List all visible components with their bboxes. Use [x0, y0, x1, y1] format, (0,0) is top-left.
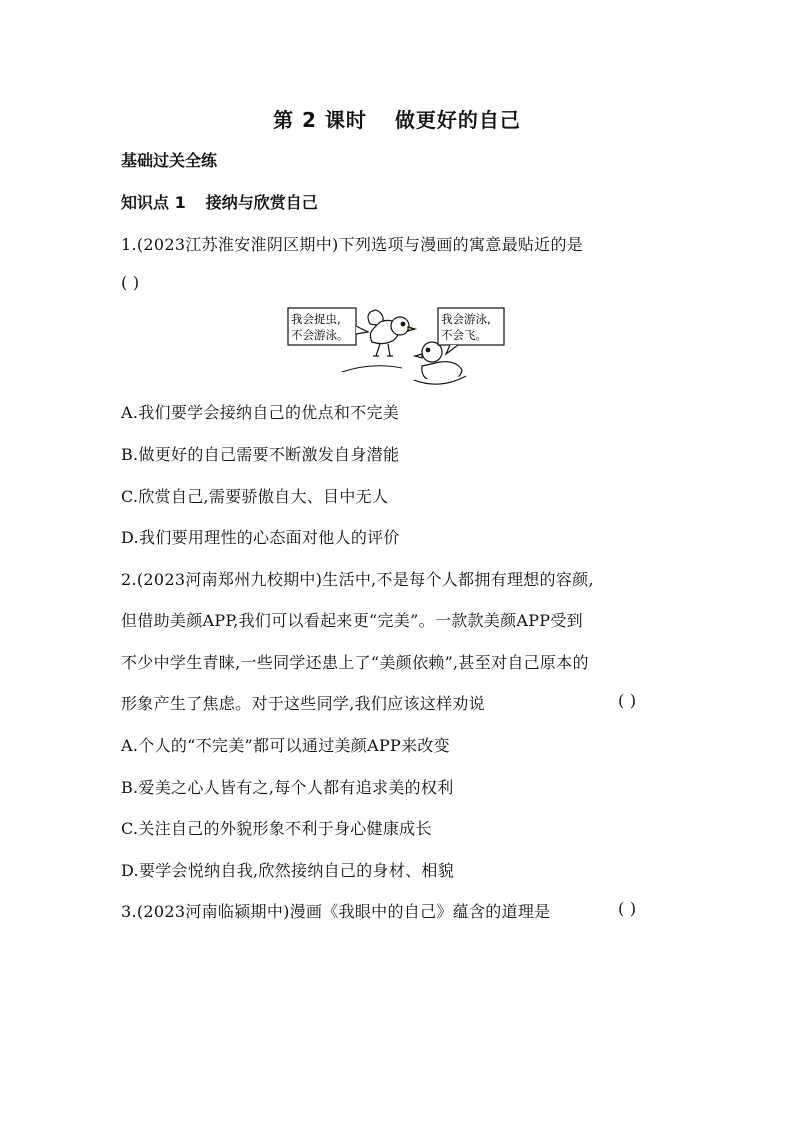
q2-stem-line-2: 但借助美颜APP,我们可以看起来更“完美”。一款款美颜APP受到	[121, 611, 583, 630]
bird-icon	[368, 310, 415, 356]
q2-option-a[interactable]: A.个人的“不完美”都可以通过美颜APP来改变	[121, 736, 450, 755]
right-bubble-line-1: 我会游泳,	[441, 312, 491, 326]
q3-stem: 3.(2023河南临颍期中)漫画《我眼中的自己》蕴含的道理是	[121, 902, 551, 921]
section-heading: 基础过关全练	[121, 151, 218, 170]
knowledge-point-heading	[121, 190, 318, 213]
knowledge-point-label: 知识点 1	[121, 193, 186, 212]
q2-option-c[interactable]: C.关注自己的外貌形象不利于身心健康成长	[121, 819, 432, 838]
q2-option-d[interactable]: D.要学会悦纳自我,欣然接纳自己的身材、相貌	[121, 861, 455, 880]
left-bubble-line-2: 不会游泳。	[291, 328, 349, 342]
q3-answer-blank: ( )	[618, 899, 637, 918]
page-title	[0, 104, 794, 133]
q2-stem-line-4: 形象产生了焦虑。对于这些同学,我们应该这样劝说	[121, 694, 485, 713]
q2-answer-blank: ( )	[618, 691, 637, 710]
q1-option-b[interactable]: B.做更好的自己需要不断激发自身潜能	[121, 445, 400, 464]
q2-stem-line-1: 2.(2023河南郑州九校期中)生活中,不是每个人都拥有理想的容颜,	[121, 570, 594, 589]
bird-duck-illustration	[272, 306, 508, 386]
right-bubble-line-2: 不会飞。	[441, 328, 487, 342]
knowledge-point-name: 接纳与欣赏自己	[205, 193, 318, 212]
lesson-number: 第 2 课时	[273, 108, 367, 132]
q2-stem-line-3: 不少中学生青睐,一些同学还患上了“美颜依赖”,甚至对自己原本的	[121, 653, 589, 672]
q1-option-d[interactable]: D.我们要用理性的心态面对他人的评价	[121, 528, 400, 547]
left-bubble-line-1: 我会捉虫,	[291, 312, 341, 326]
duck-icon	[414, 342, 466, 384]
q1-stem: 1.(2023江苏淮安淮阴区期中)下列选项与漫画的寓意最贴近的是	[121, 235, 584, 254]
lesson-name: 做更好的自己	[394, 108, 521, 132]
q2-option-b[interactable]: B.爱美之心人皆有之,每个人都有追求美的权利	[121, 778, 454, 797]
q1-answer-blank: ( )	[121, 273, 140, 292]
q1-option-a[interactable]: A.我们要学会接纳自己的优点和不完美	[121, 403, 400, 422]
q1-cartoon	[272, 306, 508, 386]
q1-option-c[interactable]: C.欣赏自己,需要骄傲自大、目中无人	[121, 487, 389, 506]
